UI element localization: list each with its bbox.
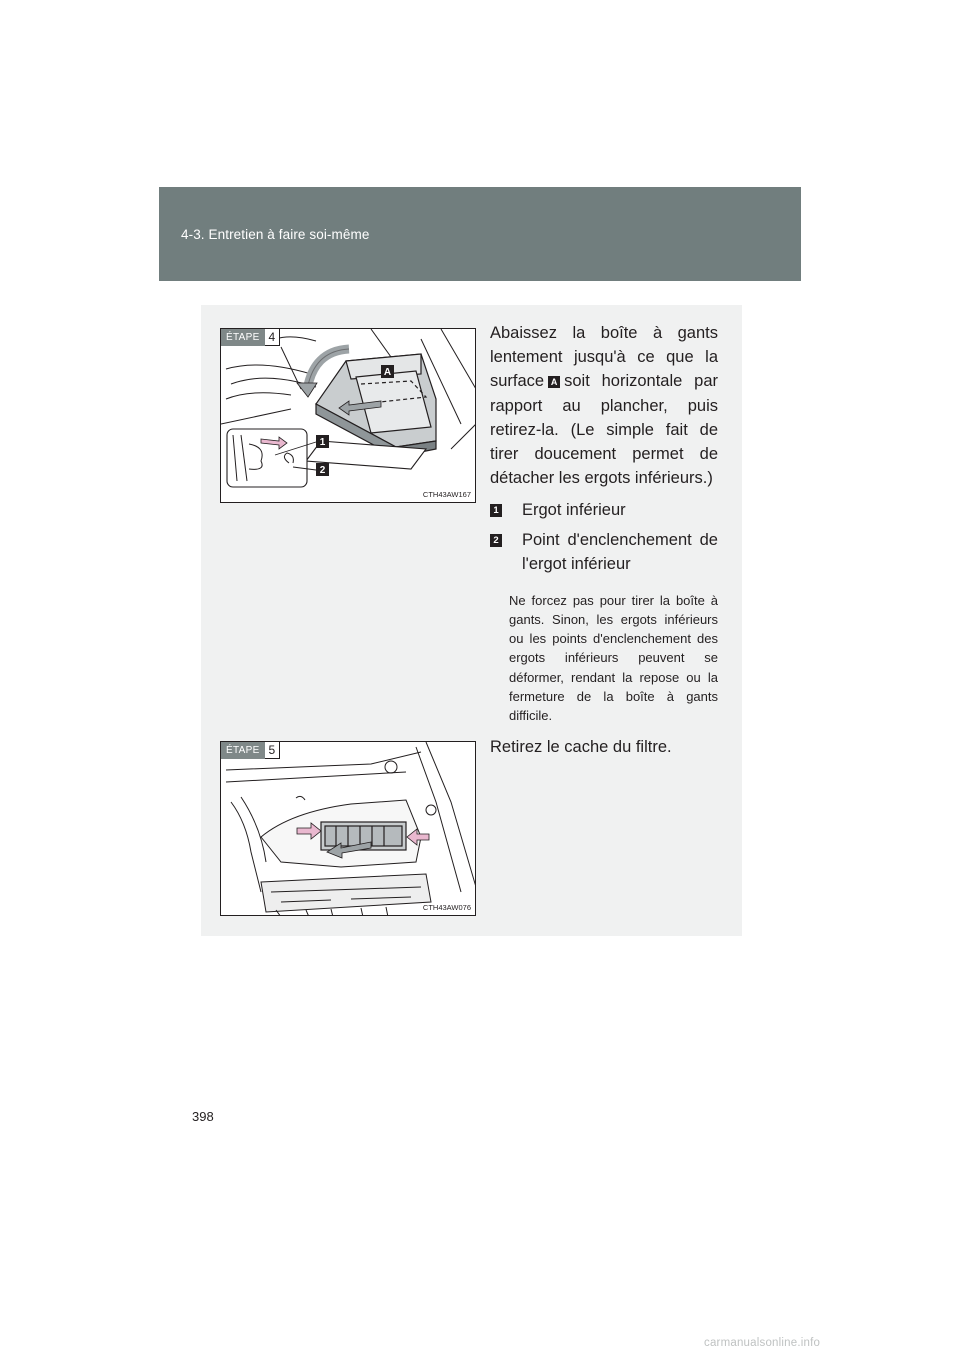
legend-badge-2: 2 xyxy=(490,534,502,547)
label-a: A xyxy=(383,367,392,378)
step4-text xyxy=(490,321,718,725)
step4-badge-label: ÉTAPE xyxy=(221,329,265,346)
inline-label-a: A xyxy=(548,376,560,388)
filter-cover-drawing xyxy=(221,742,476,916)
section-header-band xyxy=(159,187,801,281)
step5-text xyxy=(490,735,718,759)
legend-item xyxy=(490,529,718,577)
section-title: 4-3. Entretien à faire soi-même xyxy=(181,227,370,242)
step4-illustration xyxy=(220,328,476,503)
step5-badge-label: ÉTAPE xyxy=(221,742,265,759)
step5-figure-code: CTH43AW076 xyxy=(422,903,471,912)
callout-1: 1 xyxy=(319,437,326,448)
step5-illustration xyxy=(220,741,476,916)
legend-text-2: Point d'enclenchement de l'ergot inférieur xyxy=(522,531,718,574)
step4-figure-code: CTH43AW167 xyxy=(422,490,471,499)
step4-instruction xyxy=(490,321,718,490)
legend-item xyxy=(490,499,718,523)
step5-badge-number: 5 xyxy=(265,742,281,759)
step5-badge xyxy=(221,742,280,759)
step4-instruction-part2: soit horizontale par rapport au plancher, puis retirez-la. (Le simple fait de tirer doucement permet de détacher les ergots inférieurs.) xyxy=(490,372,718,488)
glove-box-drawing xyxy=(221,329,476,503)
step5-instruction: Retirez le cache du filtre. xyxy=(490,738,672,756)
callout-2: 2 xyxy=(319,465,326,476)
step4-badge-number: 4 xyxy=(265,329,281,346)
legend-badge-1: 1 xyxy=(490,504,502,517)
legend-text-1: Ergot inférieur xyxy=(522,501,626,520)
step4-caution-note: Ne forcez pas pour tirer la boîte à gants. Sinon, les ergots inférieurs ou les points d'enclenchement des ergots inférieurs peuvent se déformer, rendant la repose ou la fermeture de la boîte à gants difficile. xyxy=(509,592,718,724)
step4-badge xyxy=(221,329,280,346)
watermark: carmanualsonline.info xyxy=(704,1337,821,1349)
step4-instruction-part1: Abaissez la boîte à gants lentement jusqu'à ce que la surface xyxy=(490,324,718,391)
page-number: 398 xyxy=(192,1109,214,1124)
